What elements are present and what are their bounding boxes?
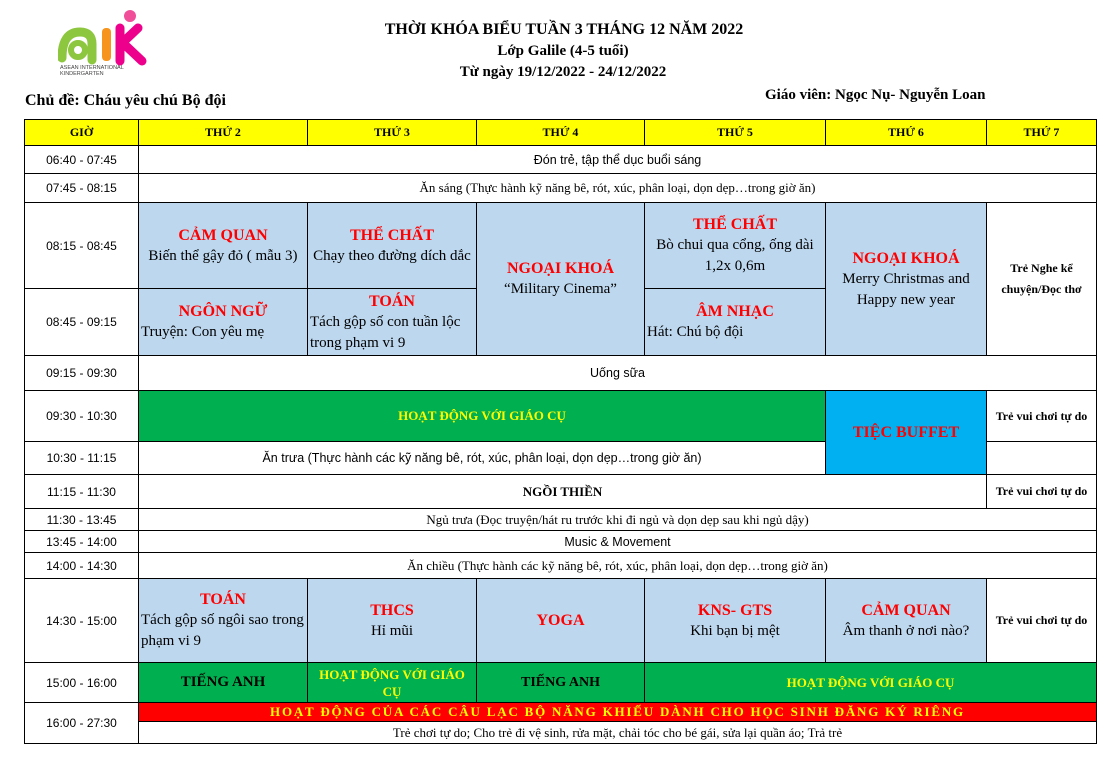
description: Hỉ mũi bbox=[370, 622, 414, 639]
subject: TOÁN bbox=[369, 292, 415, 310]
subject: THỂ CHẤT bbox=[349, 226, 434, 244]
time-cell: 11:15 - 11:30 bbox=[25, 475, 139, 509]
topic: Chủ đề: Cháu yêu chú Bộ đội bbox=[25, 92, 226, 109]
saturday-cell: Trẻ Nghe kể chuyện/Đọc thơ bbox=[987, 203, 1097, 356]
description: Merry Christmas and Happy new year bbox=[842, 270, 970, 308]
time-cell: 13:45 - 14:00 bbox=[25, 531, 139, 553]
time-cell: 15:00 - 16:00 bbox=[25, 663, 139, 703]
english-cell: TIẾNG ANH bbox=[139, 663, 308, 703]
activity-cell: Ngủ trưa (Đọc truyện/hát ru trước khi đi ngủ và dọn dẹp sau khi ngủ dậy) bbox=[139, 509, 1097, 531]
table-row bbox=[25, 722, 1097, 744]
activity-cell: Đón trẻ, tập thể dục buổi sáng bbox=[139, 146, 1097, 174]
table-row bbox=[25, 146, 1097, 174]
activity-cell: HOẠT ĐỘNG VỚI GIÁO CỤ bbox=[308, 663, 477, 703]
time-cell: 10:30 - 11:15 bbox=[25, 442, 139, 475]
time-cell: 11:30 - 13:45 bbox=[25, 509, 139, 531]
subject: YOGA bbox=[536, 612, 585, 629]
description: Biến thể gậy đỏ ( mẫu 3) bbox=[148, 247, 298, 264]
lesson-cell bbox=[645, 203, 826, 289]
col-header-time: GIỜ bbox=[25, 120, 139, 146]
subject: THỂ CHẤT bbox=[692, 216, 777, 233]
table-row bbox=[25, 553, 1097, 579]
logo-kindergarten: KINDERGARTEN bbox=[60, 71, 104, 76]
table-row bbox=[25, 663, 1097, 703]
empty-cell bbox=[987, 442, 1097, 475]
activity-cell: Ăn chiều (Thực hành các kỹ năng bê, rót, xúc, phân loại, dọn dẹp…trong giờ ăn) bbox=[139, 553, 1097, 579]
subject: THCS bbox=[370, 601, 414, 619]
time-cell: 14:30 - 15:00 bbox=[25, 579, 139, 663]
description: Truyện: Con yêu mẹ bbox=[141, 324, 265, 340]
description: Khi bạn bị mệt bbox=[690, 622, 780, 639]
description: Chạy theo đường dích dắc bbox=[313, 247, 471, 264]
subject: NGOẠI KHOÁ bbox=[852, 249, 960, 267]
header-row bbox=[25, 120, 1097, 146]
activity-cell: Music & Movement bbox=[139, 531, 1097, 553]
buffet-cell: TIỆC BUFFET bbox=[826, 391, 987, 475]
table-row bbox=[25, 475, 1097, 509]
activity-cell: Uống sữa bbox=[139, 356, 1097, 391]
col-header-mon: THỨ 2 bbox=[139, 120, 308, 146]
lesson-cell bbox=[308, 579, 477, 663]
teacher: Giáo viên: Ngọc Nụ- Nguyễn Loan bbox=[765, 87, 986, 103]
subject: ÂM NHẠC bbox=[696, 303, 774, 320]
timetable bbox=[24, 119, 1097, 744]
subject: CẢM QUAN bbox=[178, 226, 268, 244]
description: Tách gộp số ngôi sao trong phạm vi 9 bbox=[141, 612, 304, 649]
col-header-tue: THỨ 3 bbox=[308, 120, 477, 146]
time-cell: 06:40 - 07:45 bbox=[25, 146, 139, 174]
time-cell: 09:30 - 10:30 bbox=[25, 391, 139, 442]
activity-cell: HOẠT ĐỘNG VỚI GIÁO CỤ bbox=[139, 391, 826, 442]
time-cell: 16:00 - 27:30 bbox=[25, 703, 139, 744]
description: Hát: Chú bộ đội bbox=[647, 324, 744, 340]
description: “Military Cinema” bbox=[504, 281, 617, 297]
lesson-cell bbox=[139, 289, 308, 356]
lesson-cell bbox=[308, 289, 477, 356]
saturday-cell: Trẻ vui chơi tự do bbox=[987, 391, 1097, 442]
table-row bbox=[25, 174, 1097, 203]
club-banner: HOẠT ĐỘNG CỦA CÁC CÂU LẠC BỘ NĂNG KHIẾU DÀNH CHO HỌC SINH ĐĂNG KÝ RIÊNG bbox=[139, 703, 1097, 722]
lesson-cell bbox=[826, 203, 987, 356]
table-row bbox=[25, 531, 1097, 553]
col-header-fri: THỨ 6 bbox=[826, 120, 987, 146]
activity-cell: Ăn trưa (Thực hành các kỹ năng bê, rót, xúc, phân loại, dọn dẹp…trong giờ ăn) bbox=[139, 442, 826, 475]
lesson-cell bbox=[477, 579, 645, 663]
subject: KNS- GTS bbox=[697, 601, 773, 619]
activity-cell: NGỒI THIỀN bbox=[139, 475, 987, 509]
class-line: Lớp Galile (4-5 tuổi) bbox=[497, 43, 629, 59]
table-row bbox=[25, 509, 1097, 531]
description: Tách gộp số con tuần lộc trong phạm vi 9 bbox=[310, 313, 461, 351]
time-cell: 07:45 - 08:15 bbox=[25, 174, 139, 203]
time-cell: 08:45 - 09:15 bbox=[25, 289, 139, 356]
subject: NGOẠI KHOÁ bbox=[506, 260, 615, 277]
lesson-cell bbox=[308, 203, 477, 289]
lesson-cell bbox=[826, 579, 987, 663]
table-row bbox=[25, 579, 1097, 663]
col-header-thu: THỨ 5 bbox=[645, 120, 826, 146]
lesson-cell bbox=[645, 579, 826, 663]
lesson-cell bbox=[477, 203, 645, 356]
col-header-sat: THỨ 7 bbox=[987, 120, 1097, 146]
subject: TOÁN bbox=[200, 591, 246, 608]
time-cell: 14:00 - 14:30 bbox=[25, 553, 139, 579]
page-title: THỜI KHÓA BIỂU TUẦN 3 THÁNG 12 NĂM 2022 bbox=[384, 21, 744, 38]
table-row bbox=[25, 391, 1097, 442]
description: Âm thanh ở nơi nào? bbox=[842, 622, 970, 639]
table-row bbox=[25, 356, 1097, 391]
activity-cell: HOẠT ĐỘNG VỚI GIÁO CỤ bbox=[645, 663, 1097, 703]
saturday-cell: Trẻ vui chơi tự do bbox=[987, 475, 1097, 509]
table-row bbox=[25, 703, 1097, 722]
subject: NGÔN NGỮ bbox=[178, 303, 268, 320]
activity-cell: Ăn sáng (Thực hành kỹ năng bê, rót, xúc, phân loại, dọn dẹp…trong giờ ăn) bbox=[139, 174, 1097, 203]
table-row bbox=[25, 203, 1097, 289]
description: Bò chui qua cổng, ống dài 1,2x 0,6m bbox=[656, 237, 814, 274]
subject: CẢM QUAN bbox=[861, 601, 951, 619]
date-range: Từ ngày 19/12/2022 - 24/12/2022 bbox=[459, 64, 667, 80]
activity-cell: Trẻ chơi tự do; Cho trẻ đi vệ sinh, rửa mặt, chải tóc cho bé gái, sửa lại quần áo; Trả trẻ bbox=[139, 722, 1097, 744]
time-cell: 09:15 - 09:30 bbox=[25, 356, 139, 391]
lesson-cell bbox=[139, 203, 308, 289]
time-cell: 08:15 - 08:45 bbox=[25, 203, 139, 289]
saturday-cell: Trẻ vui chơi tự do bbox=[987, 579, 1097, 663]
english-cell: TIẾNG ANH bbox=[477, 663, 645, 703]
col-header-wed: THỨ 4 bbox=[477, 120, 645, 146]
logo-tagline: ASEAN INTERNATIONAL bbox=[60, 65, 124, 71]
lesson-cell bbox=[645, 289, 826, 356]
lesson-cell bbox=[139, 579, 308, 663]
